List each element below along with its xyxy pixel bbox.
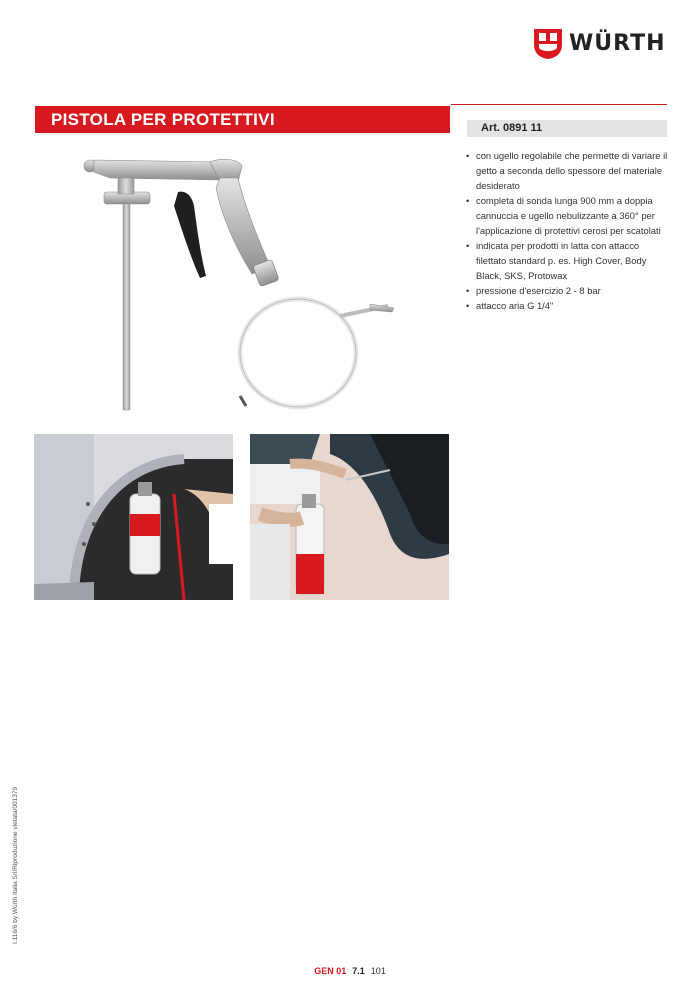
feature-item: • attacco aria G 1/4" <box>466 298 671 313</box>
spray-gun-image <box>70 148 410 418</box>
page-footer <box>0 966 700 976</box>
application-photo-door-sill <box>250 434 449 600</box>
article-box <box>467 120 667 137</box>
product-title: PISTOLA PER PROTETTIVI <box>51 110 275 129</box>
feature-item: • completa di sonda lunga 900 mm a doppia cannuccia e ugello nebulizzante a 360° per l'applicazione di protettivi cerosi per scatolati <box>466 193 671 238</box>
wurth-logo <box>532 27 672 61</box>
feature-item: • indicata per prodotti in latta con attacco filettato standard p. es. High Cover, Body Black, SKS, Protowax <box>466 238 671 283</box>
page-number: 101 <box>370 966 386 976</box>
feature-item: • pressione d'esercizio 2 - 8 bar <box>466 283 671 298</box>
section-number: 7.1 <box>352 966 365 976</box>
application-photo-wheel-arch <box>34 434 233 600</box>
catalog-code: GEN 01 <box>314 966 347 976</box>
copyright-note: I.116/6 by Würth Italia Srl/Riproduzione vietata/001379 <box>12 786 19 944</box>
article-number: Art. 0891 11 <box>481 122 543 134</box>
feature-item: • con ugello regolabile che permette di variare il getto a seconda dello spessore del materiale desiderato <box>466 148 671 193</box>
title-bar <box>35 106 450 133</box>
wurth-logo-mark-icon <box>532 27 564 61</box>
feature-list <box>466 148 671 313</box>
brand-name: WÜRTH <box>569 31 666 56</box>
header-rule <box>451 104 667 105</box>
